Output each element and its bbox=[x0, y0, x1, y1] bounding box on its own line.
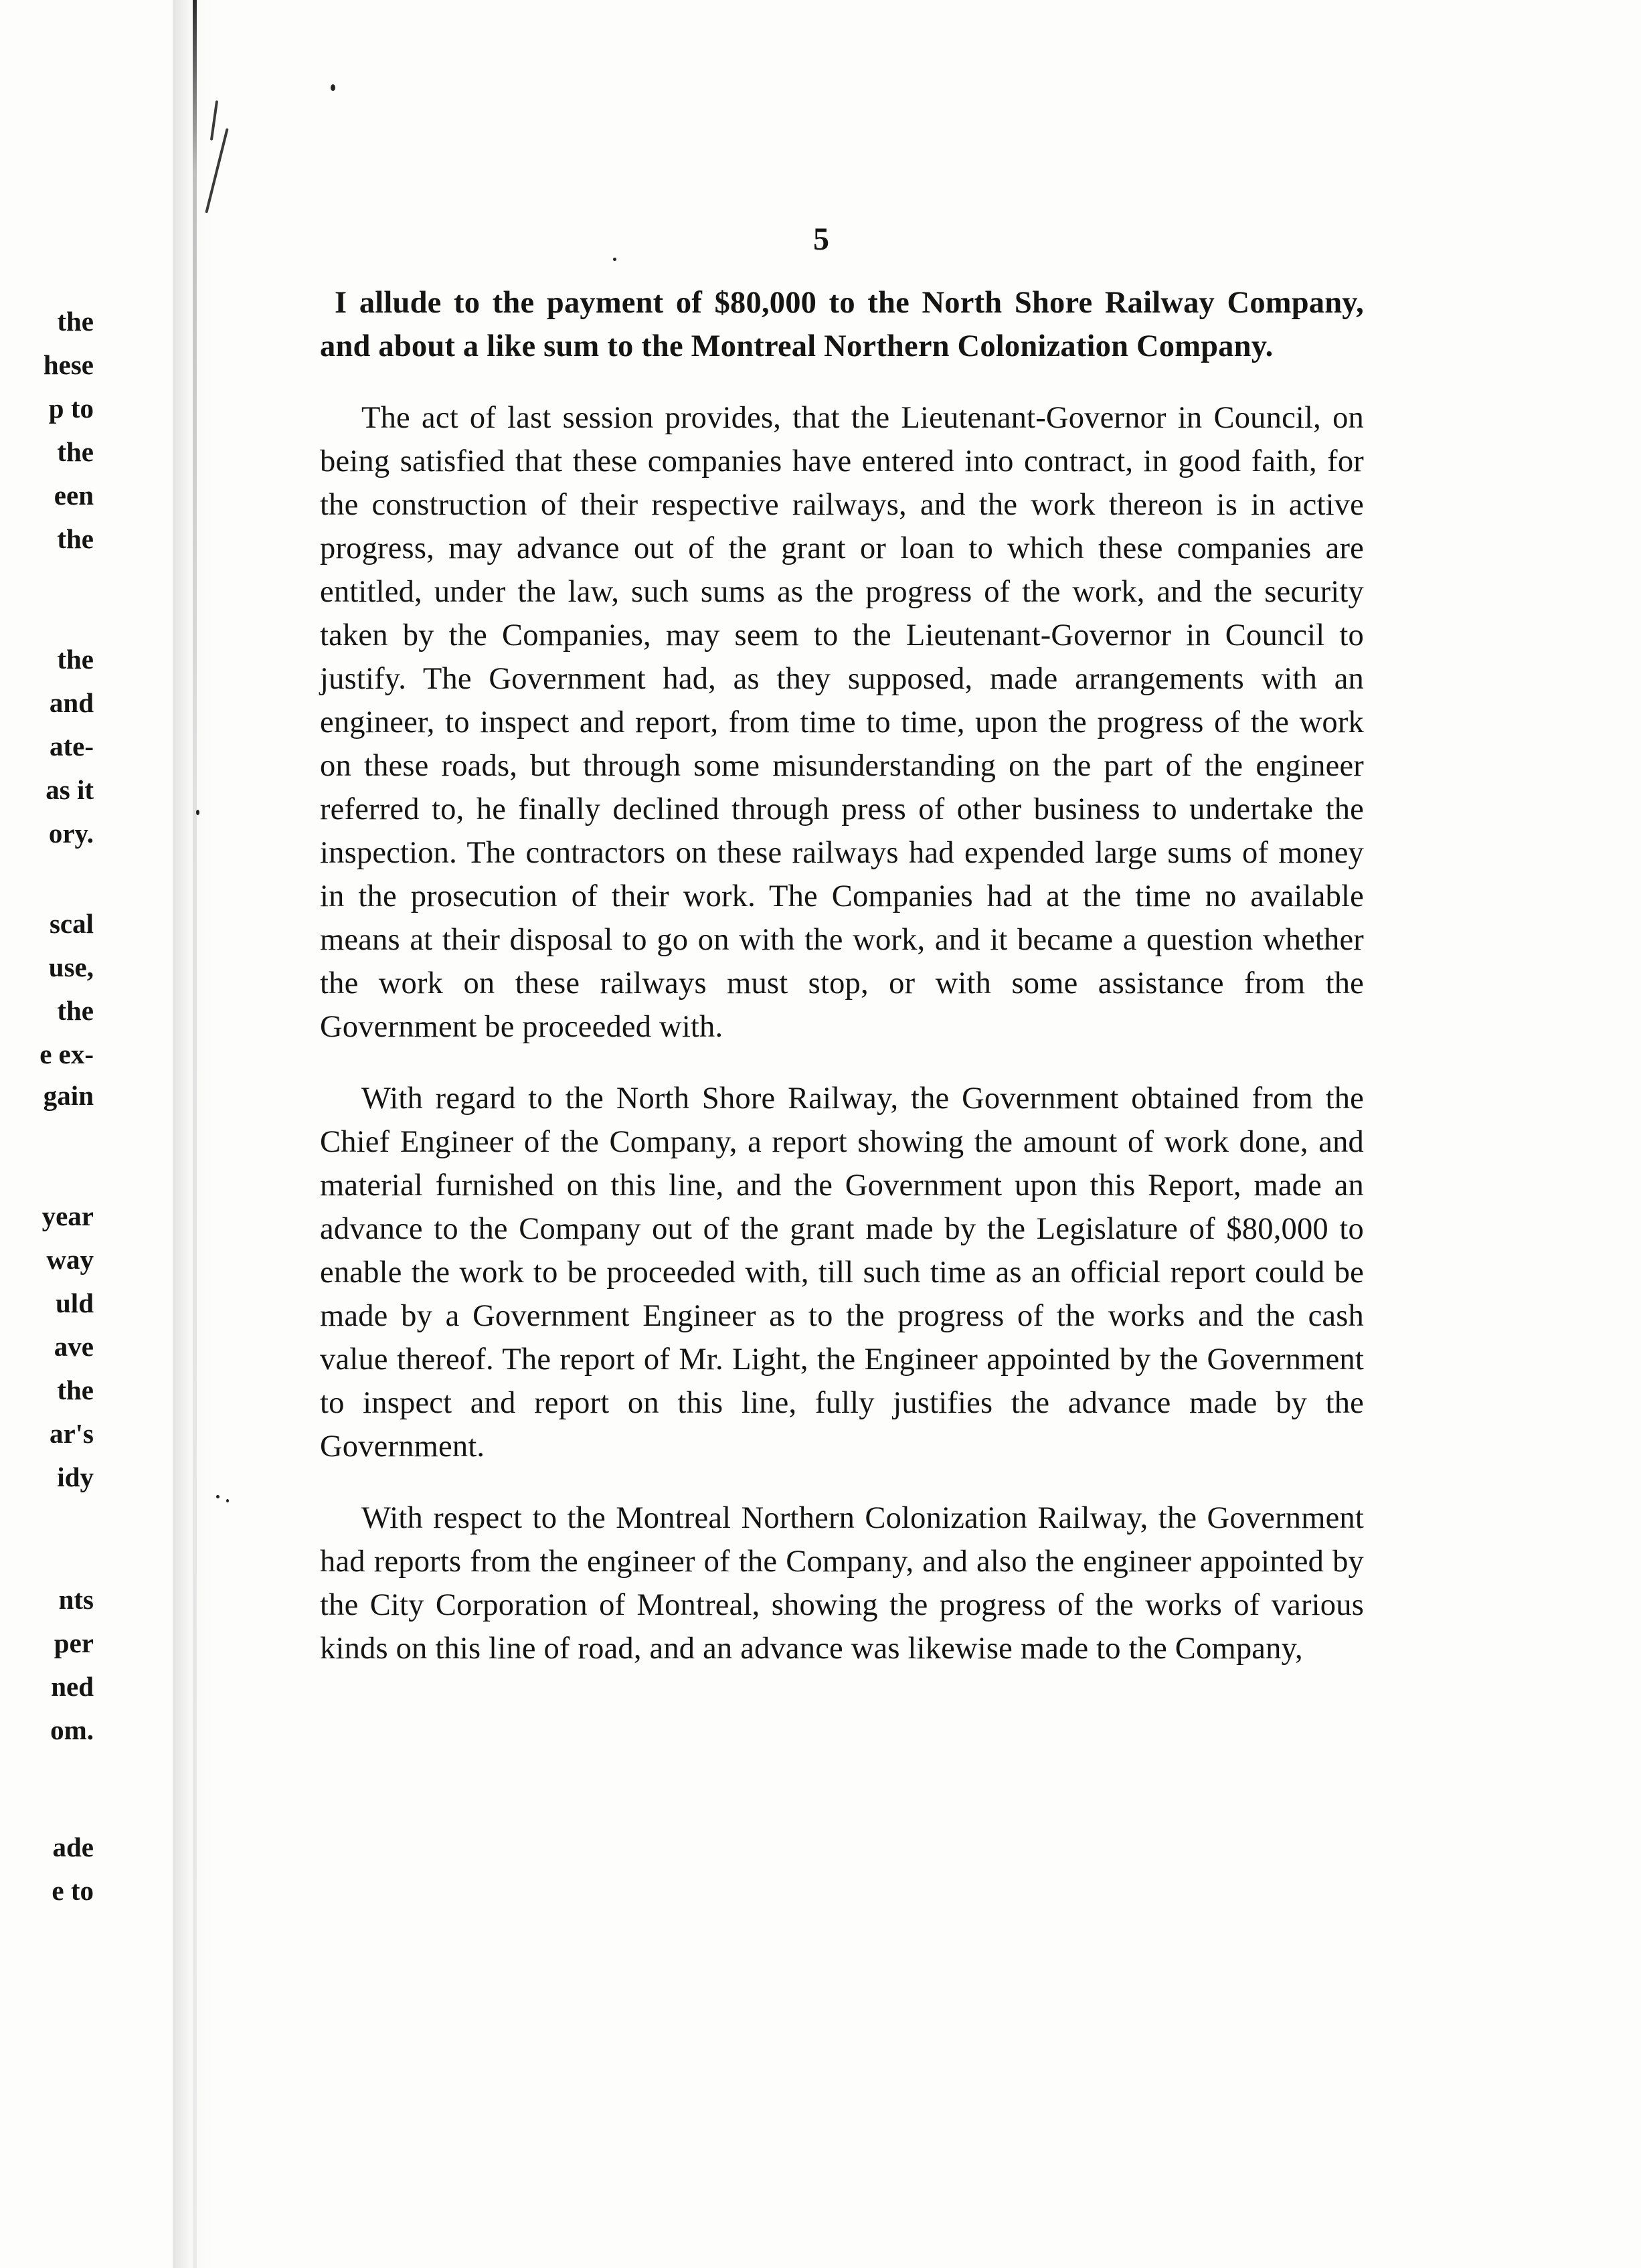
facing-fragment: as it bbox=[46, 774, 94, 805]
ink-speck bbox=[331, 84, 335, 91]
facing-fragment: nts bbox=[58, 1584, 94, 1615]
facing-fragment: use, bbox=[48, 952, 94, 982]
facing-fragment: way bbox=[46, 1244, 94, 1275]
page-number: 5 bbox=[813, 222, 829, 257]
facing-fragment: ar's bbox=[49, 1418, 94, 1449]
facing-fragment: e to bbox=[52, 1875, 94, 1906]
body-text bbox=[320, 281, 1364, 1670]
facing-fragment: the bbox=[57, 995, 94, 1026]
ink-speck bbox=[613, 258, 616, 261]
facing-fragment: een bbox=[54, 480, 94, 511]
facing-fragment: om. bbox=[50, 1715, 94, 1745]
ink-speck bbox=[216, 1495, 220, 1498]
ink-speck bbox=[226, 1499, 229, 1502]
facing-fragment: the bbox=[57, 436, 94, 467]
facing-fragment: year bbox=[41, 1201, 94, 1231]
paragraph: With respect to the Montreal Northern Colonization Railway, the Government had reports from the engineer of the Company, and also the engineer appointed by the City Corporation of Montreal, showing the progress of the works of various kinds on this line of road, and an advance was likewise made to the Company, bbox=[320, 1501, 1364, 1666]
binding-edge-line bbox=[193, 0, 197, 2268]
facing-fragment: ave bbox=[54, 1331, 94, 1362]
facing-fragment: ate- bbox=[49, 731, 94, 762]
facing-fragment: ned bbox=[51, 1671, 94, 1702]
paragraph: I allude to the payment of $80,000 to the North Shore Railway Company, and about a like sum to the Montreal Northern Colonization Company. bbox=[320, 286, 1364, 363]
facing-fragment: per bbox=[54, 1628, 94, 1658]
facing-fragment: and bbox=[49, 687, 94, 718]
facing-page-fragments bbox=[0, 0, 94, 2268]
facing-fragment: p to bbox=[48, 393, 94, 424]
facing-fragment: gain bbox=[43, 1080, 94, 1111]
ink-speck bbox=[196, 810, 199, 815]
facing-fragment: uld bbox=[56, 1288, 94, 1318]
facing-fragment: e ex- bbox=[39, 1039, 94, 1069]
facing-fragment: scal bbox=[49, 908, 94, 939]
facing-fragment: idy bbox=[57, 1462, 94, 1492]
facing-fragment: the bbox=[57, 644, 94, 675]
paragraph: With regard to the North Shore Railway, the Government obtained from the Chief Engineer of the Company, a report showing the amount of work done, and material furnished on this line, and the Government upon this Report, made an advance to the Company out of the grant made by the Legislature of $80,000 to enable the work to be proceeded with, till such time as an official report could be made by a Government Engineer as to the progress of the works and the cash value thereof. The report of Mr. Light, the Engineer appointed by the Government to inspect and report on this line, fully justifies the advance made by the Government. bbox=[320, 1081, 1364, 1464]
facing-fragment: hese bbox=[43, 349, 94, 380]
facing-fragment: the bbox=[57, 523, 94, 554]
paragraph: The act of last session provides, that the Lieutenant-Governor in Council, on being satisfied that these companies have entered into contract, in good faith, for the construction of their respective railways, and the work thereon is in active progress, may advance out of the grant or loan to which these companies are entitled, under the law, such sums as the progress of the work, and the security taken by the Companies, may seem to the Lieutenant-Governor in Council to justify. The Government had, as they supposed, made arrangements with an engineer, to inspect and report, from time to time, upon the progress of the work on these roads, but through some misunderstanding on the part of the engineer referred to, he finally declined through press of other business to undertake the inspection. The contractors on these railways had expended large sums of money in the prosecution of their work. The Companies had at the time no available means at their disposal to go on with the work, and it became a question whether the work on these railways must stop, or with some assistance from the Government be proceeded with. bbox=[320, 401, 1364, 1044]
facing-fragment: ory. bbox=[48, 818, 94, 849]
facing-fragment: the bbox=[57, 306, 94, 337]
facing-fragment: ade bbox=[52, 1832, 94, 1862]
facing-fragment: the bbox=[57, 1375, 94, 1405]
